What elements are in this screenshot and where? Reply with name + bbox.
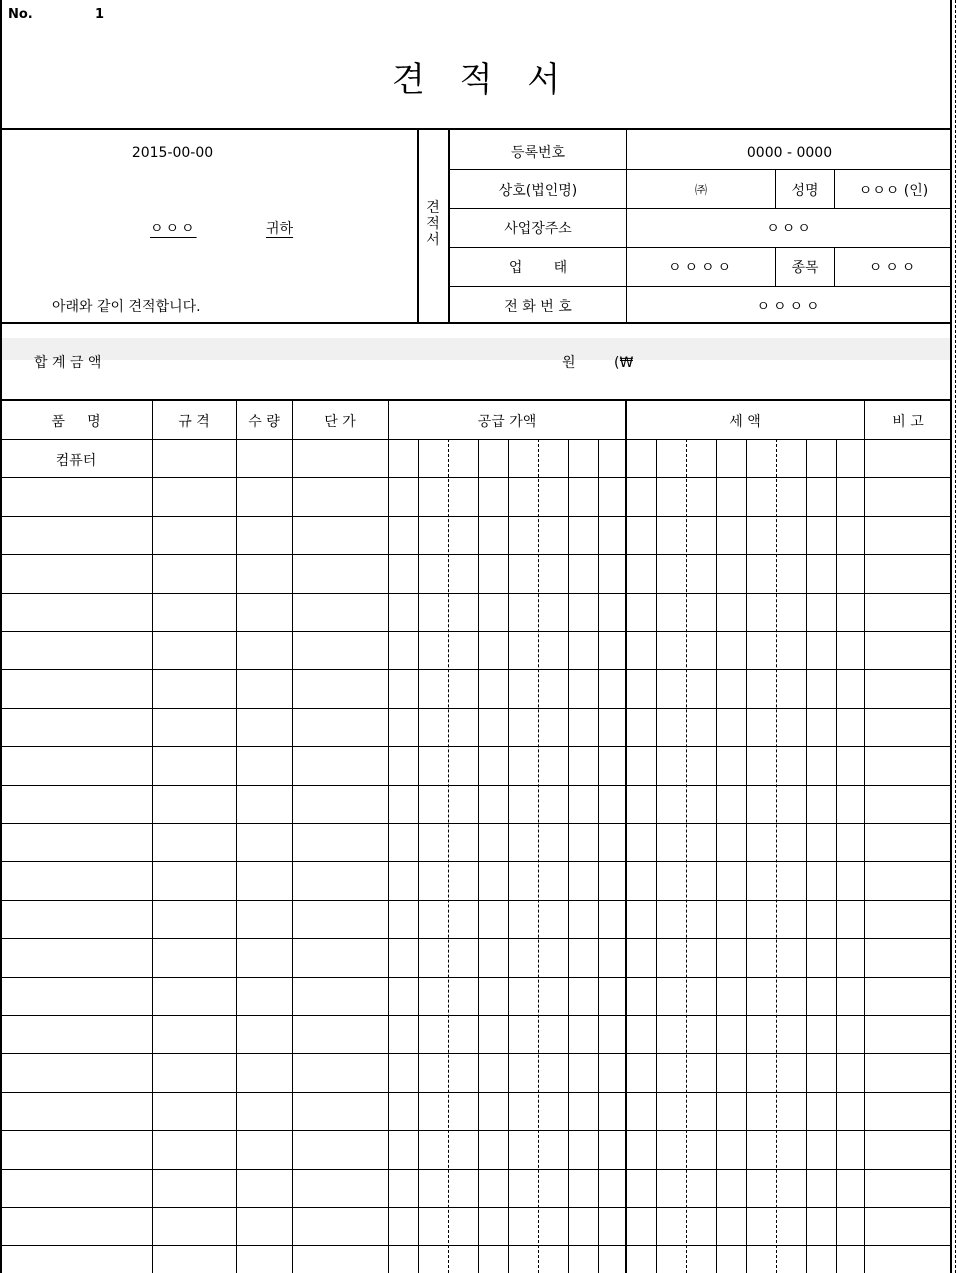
col-header-tax: 세 액 <box>729 414 761 430</box>
estimate-message: 아래와 같이 견적합니다. <box>52 299 201 315</box>
tax-digit-line <box>716 439 717 1273</box>
supply-digit-line <box>508 439 509 1273</box>
tax-digit-line <box>806 439 807 1273</box>
table-row-line <box>0 785 952 786</box>
table-row-line <box>0 1015 952 1016</box>
table-row-line <box>0 1130 952 1131</box>
table-row-line <box>0 823 952 824</box>
table-row-line <box>0 1092 952 1093</box>
table-row-line <box>0 938 952 939</box>
tax-digit-dashed-line <box>686 439 687 1273</box>
estimate-date: 2015-00-00 <box>131 145 214 161</box>
business-item-label: 종목 <box>791 260 819 276</box>
supplier-row-line-2 <box>449 208 952 209</box>
frame-left <box>0 0 2 1273</box>
reg-no-label: 등록번호 <box>510 145 566 161</box>
col-header-note: 비 고 <box>892 414 924 430</box>
table-top-line <box>0 399 952 401</box>
phone-label: 전 화 번 호 <box>504 299 572 315</box>
no-label: No. <box>8 7 33 22</box>
table-col-line <box>152 401 153 1273</box>
address-value: ㅇㅇㅇ <box>766 221 813 237</box>
block-bottom-line <box>0 322 952 324</box>
supplier-row-line-1 <box>449 169 952 170</box>
phone-value: ㅇㅇㅇㅇ <box>756 299 823 315</box>
address-label: 사업장주소 <box>504 221 572 237</box>
table-row-line <box>0 631 952 632</box>
header-divider <box>0 128 952 130</box>
rep-label: 성명 <box>791 183 819 199</box>
block-divider-1 <box>417 130 419 323</box>
table-row-line <box>0 977 952 978</box>
total-won: 원 <box>562 355 576 371</box>
table-row-line <box>0 439 952 440</box>
company-value: ㈜ <box>694 183 707 197</box>
tax-digit-dashed-line <box>776 439 777 1273</box>
row-1-item: 컴퓨터 <box>55 453 97 469</box>
table-col-line <box>388 401 389 1273</box>
page-title: 견 적 서 <box>392 60 573 100</box>
supply-digit-line <box>568 439 569 1273</box>
table-row-line <box>0 708 952 709</box>
company-label: 상호(법인명) <box>498 183 578 199</box>
table-row-line <box>0 593 952 594</box>
supply-digit-line <box>418 439 419 1273</box>
table-row-line <box>0 861 952 862</box>
supplier-side-label: 견적서 <box>426 200 440 248</box>
col-header-qty: 수 량 <box>248 414 280 430</box>
rep-value: ㅇㅇㅇ (인) <box>858 183 929 199</box>
total-won-sign: (₩ <box>614 355 634 371</box>
table-row-line <box>0 1053 952 1054</box>
supply-digit-line <box>598 439 599 1273</box>
col-header-supply-value: 공급 가액 <box>477 414 537 430</box>
reg-no-value: 0000 - 0000 <box>746 145 833 161</box>
table-row-line <box>0 746 952 747</box>
total-shade <box>2 338 950 360</box>
tax-digit-line <box>656 439 657 1273</box>
recipient-name: ㅇㅇㅇ <box>150 221 197 237</box>
table-row-line <box>0 669 952 670</box>
tax-digit-line <box>836 439 837 1273</box>
table-row-line <box>0 1169 952 1170</box>
tax-digit-line <box>746 439 747 1273</box>
supply-digit-dashed-line <box>538 439 539 1273</box>
business-type-label: 업 태 <box>508 260 568 276</box>
table-col-line <box>864 401 865 1273</box>
supplier-row-line-4 <box>449 286 952 287</box>
table-row-line <box>0 516 952 517</box>
supplier-row-line-3 <box>449 247 952 248</box>
table-row-line <box>0 1207 952 1208</box>
business-type-value: ㅇㅇㅇㅇ <box>667 260 735 276</box>
supply-digit-dashed-line <box>448 439 449 1273</box>
total-label: 합 계 금 액 <box>34 355 102 371</box>
col-header-unit-price: 단 가 <box>324 414 356 430</box>
col-header-spec: 규 격 <box>178 414 210 430</box>
table-row-line <box>0 554 952 555</box>
business-item-value: ㅇㅇㅇ <box>868 260 919 276</box>
table-col-line <box>292 401 293 1273</box>
no-value: 1 <box>95 7 105 22</box>
table-col-line-thick <box>625 401 627 1273</box>
table-row-line <box>0 900 952 901</box>
supply-digit-line <box>478 439 479 1273</box>
recipient-honorific: 귀하 <box>266 221 294 237</box>
table-row-line <box>0 477 952 478</box>
table-row-line <box>0 1245 952 1246</box>
table-col-line <box>236 401 237 1273</box>
col-header-item: 품 명 <box>51 414 101 430</box>
page-break-dashes <box>955 0 956 1273</box>
